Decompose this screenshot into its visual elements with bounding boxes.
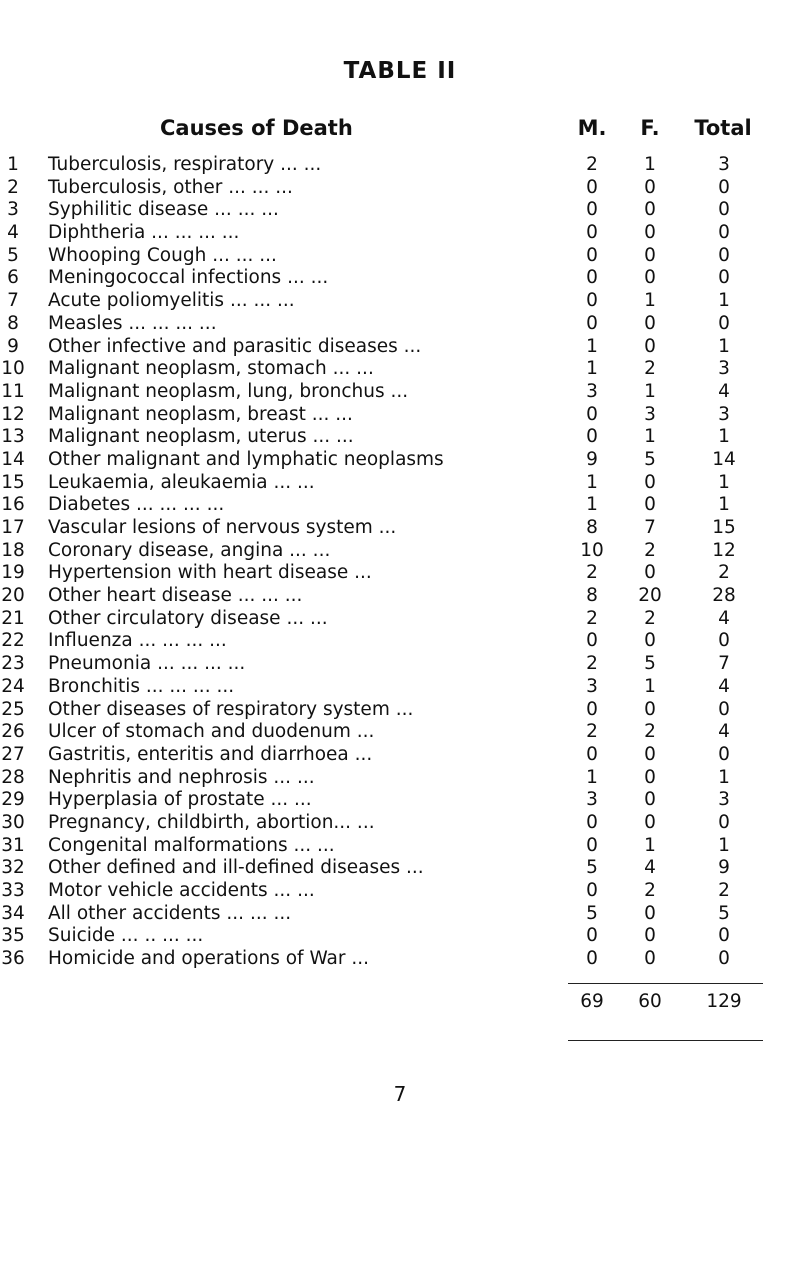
row-number: 25 <box>1 698 25 720</box>
table-row <box>0 381 800 404</box>
row-total: 1 <box>718 290 730 312</box>
row-number: 7 <box>7 290 19 312</box>
table-row <box>0 540 800 563</box>
table-row <box>0 267 800 290</box>
row-female: 1 <box>644 675 656 697</box>
row-cause: Diphtheria ... ... ... ... <box>48 222 240 244</box>
row-number: 31 <box>1 834 25 856</box>
table-row <box>0 789 800 812</box>
row-total: 0 <box>718 176 730 198</box>
row-male: 0 <box>586 743 598 765</box>
table-row <box>0 449 800 472</box>
row-cause: Nephritis and nephrosis ... ... <box>48 766 315 788</box>
header-total: Total <box>694 116 752 140</box>
row-male: 0 <box>586 222 598 244</box>
table-row <box>0 517 800 540</box>
row-cause: Whooping Cough ... ... ... <box>48 244 277 266</box>
row-number: 35 <box>1 925 25 947</box>
row-male: 1 <box>586 766 598 788</box>
row-cause: Acute poliomyelitis ... ... ... <box>48 290 295 312</box>
row-female: 0 <box>644 494 656 516</box>
row-male: 0 <box>586 925 598 947</box>
row-male: 1 <box>586 335 598 357</box>
row-total: 1 <box>718 471 730 493</box>
row-total: 3 <box>718 358 730 380</box>
row-male: 0 <box>586 948 598 970</box>
row-number: 8 <box>7 312 19 334</box>
row-total: 1 <box>718 494 730 516</box>
row-number: 24 <box>1 675 25 697</box>
table-row <box>0 744 800 767</box>
row-cause: Hyperplasia of prostate ... ... <box>48 789 312 811</box>
row-female: 0 <box>644 925 656 947</box>
row-total: 0 <box>718 267 730 289</box>
row-female: 0 <box>644 176 656 198</box>
row-male: 0 <box>586 244 598 266</box>
row-cause: Hypertension with heart disease ... <box>48 562 372 584</box>
table-row <box>0 177 800 200</box>
row-male: 0 <box>586 290 598 312</box>
row-number: 23 <box>1 653 25 675</box>
row-male: 2 <box>586 154 598 175</box>
table-row <box>0 630 800 653</box>
row-number: 17 <box>1 517 25 538</box>
row-cause: Syphilitic disease ... ... ... <box>48 199 279 221</box>
row-male: 8 <box>586 517 598 538</box>
row-male: 1 <box>586 358 598 380</box>
row-male: 0 <box>586 176 598 198</box>
row-female: 2 <box>644 539 656 561</box>
row-total: 15 <box>712 517 736 538</box>
row-male: 8 <box>586 585 598 607</box>
row-female: 0 <box>644 630 656 652</box>
row-cause: Tuberculosis, other ... ... ... <box>48 176 293 198</box>
row-cause: Other infective and parasitic diseases ... <box>48 335 422 357</box>
row-cause: Other diseases of respiratory system ... <box>48 698 414 720</box>
row-female: 0 <box>644 199 656 221</box>
row-total: 0 <box>718 948 730 970</box>
row-total: 0 <box>718 244 730 266</box>
table-row <box>0 699 800 722</box>
row-cause: Malignant neoplasm, stomach ... ... <box>48 358 374 380</box>
row-female: 0 <box>644 902 656 924</box>
row-cause: Coronary disease, angina ... ... <box>48 539 331 561</box>
table-row <box>0 426 800 449</box>
table-row <box>0 358 800 381</box>
table-row <box>0 880 800 903</box>
row-male: 0 <box>586 698 598 720</box>
row-number: 18 <box>1 539 25 561</box>
row-total: 3 <box>718 154 730 175</box>
table-row <box>0 336 800 359</box>
row-female: 0 <box>644 562 656 584</box>
totals-rule-bottom <box>568 1040 763 1041</box>
table-row <box>0 903 800 926</box>
row-female: 0 <box>644 948 656 970</box>
table-row <box>0 199 800 222</box>
row-male: 1 <box>586 494 598 516</box>
row-male: 3 <box>586 789 598 811</box>
table-row <box>0 290 800 313</box>
row-female: 1 <box>644 834 656 856</box>
total-all: 129 <box>706 991 742 1012</box>
row-male: 2 <box>586 653 598 675</box>
row-number: 1 <box>7 154 19 175</box>
header-female: F. <box>640 116 660 140</box>
row-number: 12 <box>1 403 25 425</box>
row-female: 1 <box>644 426 656 448</box>
row-female: 0 <box>644 743 656 765</box>
table-row <box>0 608 800 631</box>
table-row <box>0 676 800 699</box>
table-row <box>0 948 800 971</box>
row-female: 2 <box>644 358 656 380</box>
header-causes-of-death: Causes of Death <box>160 116 353 140</box>
row-male: 5 <box>586 857 598 879</box>
row-cause: Tuberculosis, respiratory ... ... <box>48 154 322 175</box>
row-total: 0 <box>718 743 730 765</box>
row-male: 1 <box>586 471 598 493</box>
row-total: 14 <box>712 448 736 470</box>
table-row <box>0 721 800 744</box>
row-total: 0 <box>718 630 730 652</box>
row-cause: Homicide and operations of War ... <box>48 948 370 970</box>
table-row <box>0 812 800 835</box>
row-male: 0 <box>586 880 598 901</box>
row-number: 2 <box>7 176 19 198</box>
row-female: 2 <box>644 721 656 743</box>
row-total: 4 <box>718 675 730 697</box>
row-cause: Motor vehicle accidents ... ... <box>48 880 315 901</box>
row-female: 0 <box>644 312 656 334</box>
row-cause: Ulcer of stomach and duodenum ... <box>48 721 375 743</box>
total-female: 60 <box>638 991 662 1012</box>
table-row <box>0 245 800 268</box>
row-female: 0 <box>644 789 656 811</box>
row-cause: Diabetes ... ... ... ... <box>48 494 225 516</box>
row-total: 0 <box>718 925 730 947</box>
header-male: M. <box>577 116 607 140</box>
row-female: 0 <box>644 471 656 493</box>
total-male: 69 <box>580 991 604 1012</box>
row-total: 0 <box>718 811 730 833</box>
row-number: 22 <box>1 630 25 652</box>
row-number: 6 <box>7 267 19 289</box>
table-body <box>0 154 800 971</box>
row-cause: Bronchitis ... ... ... ... <box>48 675 235 697</box>
row-number: 16 <box>1 494 25 516</box>
row-number: 19 <box>1 562 25 584</box>
row-total: 4 <box>718 607 730 629</box>
row-female: 1 <box>644 380 656 402</box>
row-female: 20 <box>638 585 662 607</box>
row-cause: Meningococcal infections ... ... <box>48 267 329 289</box>
row-cause: Leukaemia, aleukaemia ... ... <box>48 471 315 493</box>
row-male: 0 <box>586 312 598 334</box>
row-total: 4 <box>718 721 730 743</box>
row-female: 2 <box>644 880 656 901</box>
row-total: 12 <box>712 539 736 561</box>
row-number: 20 <box>1 585 25 607</box>
row-number: 29 <box>1 789 25 811</box>
row-cause: Pregnancy, childbirth, abortion... ... <box>48 811 375 833</box>
table-row <box>0 313 800 336</box>
row-total: 3 <box>718 403 730 425</box>
row-number: 33 <box>1 880 25 901</box>
row-total: 1 <box>718 335 730 357</box>
table-row <box>0 472 800 495</box>
row-female: 2 <box>644 607 656 629</box>
row-number: 36 <box>1 948 25 970</box>
row-total: 3 <box>718 789 730 811</box>
row-female: 5 <box>644 448 656 470</box>
row-total: 28 <box>712 585 736 607</box>
row-male: 3 <box>586 380 598 402</box>
row-cause: Congenital malformations ... ... <box>48 834 335 856</box>
row-male: 2 <box>586 607 598 629</box>
row-cause: Gastritis, enteritis and diarrhoea ... <box>48 743 373 765</box>
table-row <box>0 404 800 427</box>
table-row <box>0 925 800 948</box>
row-total: 5 <box>718 902 730 924</box>
row-total: 0 <box>718 698 730 720</box>
row-cause: Other circulatory disease ... ... <box>48 607 328 629</box>
row-total: 0 <box>718 199 730 221</box>
row-male: 3 <box>586 675 598 697</box>
row-number: 21 <box>1 607 25 629</box>
row-female: 0 <box>644 222 656 244</box>
row-male: 0 <box>586 267 598 289</box>
row-number: 3 <box>7 199 19 221</box>
row-total: 2 <box>718 562 730 584</box>
row-male: 0 <box>586 630 598 652</box>
row-female: 3 <box>644 403 656 425</box>
row-cause: Suicide ... .. ... ... <box>48 925 204 947</box>
totals-rule-top <box>568 983 763 984</box>
row-cause: Other defined and ill-defined diseases ... <box>48 857 424 879</box>
row-number: 28 <box>1 766 25 788</box>
row-total: 1 <box>718 834 730 856</box>
row-female: 5 <box>644 653 656 675</box>
row-female: 0 <box>644 811 656 833</box>
table-row <box>0 585 800 608</box>
row-female: 0 <box>644 335 656 357</box>
table-row <box>0 494 800 517</box>
row-total: 2 <box>718 880 730 901</box>
table-title: TABLE II <box>343 58 457 84</box>
row-female: 1 <box>644 290 656 312</box>
row-cause: Malignant neoplasm, lung, bronchus ... <box>48 380 409 402</box>
row-number: 27 <box>1 743 25 765</box>
row-total: 4 <box>718 380 730 402</box>
table-row <box>0 835 800 858</box>
row-total: 7 <box>718 653 730 675</box>
row-total: 0 <box>718 312 730 334</box>
row-female: 0 <box>644 766 656 788</box>
page-number: 7 <box>393 1082 407 1106</box>
row-number: 26 <box>1 721 25 743</box>
table-row <box>0 562 800 585</box>
row-female: 0 <box>644 267 656 289</box>
row-cause: Other heart disease ... ... ... <box>48 585 303 607</box>
row-cause: Vascular lesions of nervous system ... <box>48 517 397 538</box>
row-female: 0 <box>644 244 656 266</box>
row-total: 0 <box>718 222 730 244</box>
row-number: 34 <box>1 902 25 924</box>
row-female: 4 <box>644 857 656 879</box>
row-cause: All other accidents ... ... ... <box>48 902 292 924</box>
row-male: 2 <box>586 721 598 743</box>
row-female: 7 <box>644 517 656 538</box>
row-total: 1 <box>718 426 730 448</box>
row-number: 14 <box>1 448 25 470</box>
row-number: 9 <box>7 335 19 357</box>
row-female: 1 <box>644 154 656 175</box>
row-number: 15 <box>1 471 25 493</box>
row-total: 9 <box>718 857 730 879</box>
row-number: 4 <box>7 222 19 244</box>
row-number: 10 <box>1 358 25 380</box>
table-row <box>0 857 800 880</box>
row-male: 2 <box>586 562 598 584</box>
row-number: 13 <box>1 426 25 448</box>
table-row <box>0 653 800 676</box>
row-number: 11 <box>1 380 25 402</box>
row-total: 1 <box>718 766 730 788</box>
row-number: 32 <box>1 857 25 879</box>
row-number: 30 <box>1 811 25 833</box>
row-male: 0 <box>586 199 598 221</box>
row-male: 9 <box>586 448 598 470</box>
row-male: 0 <box>586 811 598 833</box>
row-male: 10 <box>580 539 604 561</box>
table-row <box>0 767 800 790</box>
row-cause: Malignant neoplasm, breast ... ... <box>48 403 353 425</box>
row-male: 0 <box>586 834 598 856</box>
row-cause: Measles ... ... ... ... <box>48 312 217 334</box>
row-cause: Malignant neoplasm, uterus ... ... <box>48 426 354 448</box>
row-male: 0 <box>586 426 598 448</box>
row-cause: Other malignant and lymphatic neoplasms <box>48 448 444 470</box>
row-male: 0 <box>586 403 598 425</box>
table-row <box>0 154 800 177</box>
row-female: 0 <box>644 698 656 720</box>
row-cause: Influenza ... ... ... ... <box>48 630 227 652</box>
row-number: 5 <box>7 244 19 266</box>
table-row <box>0 222 800 245</box>
row-cause: Pneumonia ... ... ... ... <box>48 653 246 675</box>
table-header <box>0 116 800 146</box>
row-male: 5 <box>586 902 598 924</box>
